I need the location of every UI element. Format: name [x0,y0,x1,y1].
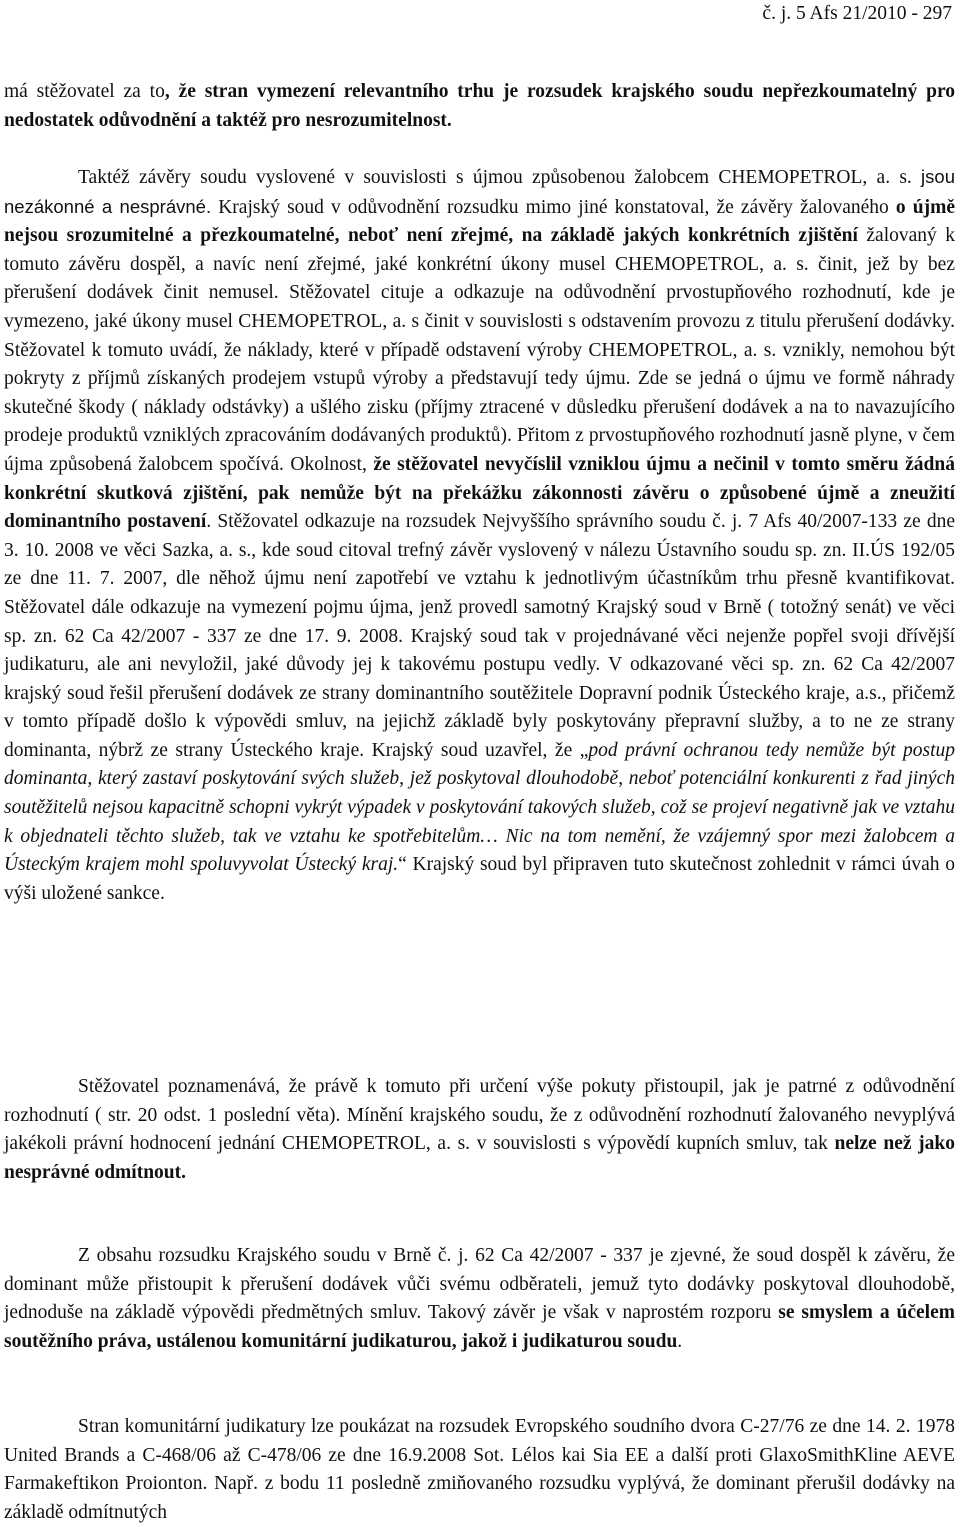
paragraph-1 [4,78,955,135]
paragraph-2 [4,163,955,908]
paragraph-3 [4,1073,955,1187]
p1-seg-0: má stěžovatel za to [4,81,165,102]
p2-seg-0: Taktéž závěry soudu vyslovené v souvislosti s újmou způsobenou žalobcem CHEMOPETROL, a. s. [78,167,922,188]
case-reference-header: č. j. 5 Afs 21/2010 - 297 [762,3,952,24]
p2-seg-5-bold: že stěžovatel nevyčíslil vzniklou újmu a nečinil v tomto směru žádná konkrétní skutková zjištění, pak nemůže být na překážku zákonnosti závěru o způsobené újmě a zneužití dominantního postavení [4,453,955,533]
p3-seg-0: Stěžovatel poznamenává, že právě k tomuto při určení výše pokuty přistoupil, jak je patrné z odůvodnění rozhodnutí ( str. 20 odst. 1 poslední věta). Mínění krajského soudu, že z odůvodnění rozhodnutí žalovaného nevyplývá jakékoli právní hodnocení jednání CHEMOPETROL, a. s. v souvislosti s výpovědí kupních smluv, tak [4,1076,955,1155]
p2-seg-4: žalovaný k tomuto závěru dospěl, a navíc není zřejmé, jaké konkrétní úkony musel CHEMOPETROL, a. s. činit, jež by bez přerušení dodávek činit nemusel. Stěžovatel cituje a odkazuje na odůvodnění prvostupňového rozhodnutí, kde je vymezeno, jaké úkony musel CHEMOPETROL, a. s činit v souvislosti s odstavením provozu z titulu přerušení dodávky. Stěžovatel k tomuto uvádí, že náklady, které v případě odstavení výroby CHEMOPETROL, a. s. vznikly, nemohou být pokryty z příjmů získaných prodejem vstupů výroby a představují tedy újmu. Zde se jedná o újmu ve formě náhrady skutečné škody ( náklady odstávky) a ušlého zisku (příjmy ztracené v důsledku přerušení dodávek a na to navazujícího prodeje produktů vzniklých zpracováním dodávaných produktů). Přitom z prvostupňového rozhodnutí jasně plyne, v čem újma způsobená žalobcem spočívá. Okolnost, [4,225,956,475]
p2-seg-3-bold: o újmě nejsou srozumitelné a přezkoumatelné, neboť není zřejmé, na základě jakých konkrétních zjištění [4,196,956,247]
p2-seg-2: Krajský soud v odůvodnění rozsudku mimo jiné konstatoval, že závěry žalovaného [211,196,896,218]
paragraph-4 [4,1242,955,1356]
p2-seg-7-italic-quote: pod právní ochranou tedy nemůže být postup dominanta, který zastaví poskytování svých služeb, jež poskytoval dlouhodobě, neboť potenciální konkurenti z řad jiných soutěžitelů nejsou kapacitně schopni vykrýt výpadek v poskytování takových služeb, což se projeví negativně jak ve vztahu k objednateli těchto služeb, tak ve vztahu ke spotřebitelům… Nic na tom nemění, že vzájemný spor mezi žalobcem a Ústeckým krajem mohl spoluvyvolat Ústecký kraj. [4,739,955,876]
p4-seg-0: Z obsahu rozsudku Krajského soudu v Brně č. j. 62 Ca 42/2007 - 337 je zjevné, že soud dospěl k závěru, že dominant může přistoupit k přerušení dodávek vůči svému odběrateli, jemuž tyto dodávky poskytoval dlouhodobě, jednoduše na základě výpovědi předmětných smluv. Takový závěr je však v naprostém rozporu [4,1245,955,1324]
p4-seg-2: . [677,1330,683,1352]
p3-seg-1-bold: nelze než jako nesprávné odmítnout. [4,1133,955,1183]
p2-seg-1-sans: jsou nezákonné a nesprávné. [4,166,955,217]
p2-seg-8: “ Krajský soud byl připraven tuto skutečnost zohlednit v rámci úvah o výši uložené sankce. [4,854,955,904]
p4-seg-1-bold: se smyslem a účelem soutěžního práva, ustálenou komunitární judikaturou, jakož i judikaturou soudu [4,1302,955,1352]
p5-seg-0: Stran komunitární judikatury lze poukázat na rozsudek Evropského soudního dvora C-27/76 ze dne 14. 2. 1978 United Brands a C-468/06 až C-478/06 ze dne 16.9.2008 Sot. Lélos kai Sia EE a další proti GlaxoSmithKline AEVE Farmakeftikon Proionton. Např. z bodu 11 posledně zmiňovaného rozsudku vyplývá, že dominant přerušil dodávky na základě odmítnutých [4,1416,955,1523]
p2-seg-6: . Stěžovatel odkazuje na rozsudek Nejvyššího správního soudu č. j. 7 Afs 40/2007-133 ze dne 3. 10. 2008 ve věci Sazka, a. s., kde soud citoval trefný závěr vyslovený v nálezu Ústavního soudu sp. zn. II.ÚS 192/05 ze dne 11. 7. 2007, dle něhož újmu není zapotřebí ve vztahu k jednotlivým účastníkům trhu přesně kvantifikovat. Stěžovatel dále odkazuje na vymezení pojmu újma, jenž provedl samotný Krajský soud v Brně ( totožný senát) ve věci sp. zn. 62 Ca 42/2007 - 337 ze dne 17. 9. 2008. Krajský soud tak v projednávané věci nejenže popřel svoji dřívější judikaturu, ale ani nevyložil, jaké důvody jej k takovému postupu vedly. V odkazované věci sp. zn. 62 Ca 42/2007 krajský soud řešil přerušení dodávek ze strany dominantního soutěžitele Dopravní podnik Ústeckého kraje, a.s., přičemž v tomto případě došlo k výpovědi smluv, na jejichž základě byly poskytovány přepravní služby, a to ne ze strany dominanta, nýbrž ze strany Ústeckého kraje. Krajský soud uzavřel, že „ [4,511,955,761]
p1-seg-1-bold: , že stran vymezení relevantního trhu je rozsudek krajského soudu nepřezkoumatelný pro nedostatek odůvodnění a taktéž pro nesrozumitelnost. [4,81,956,131]
paragraph-5 [4,1413,955,1527]
